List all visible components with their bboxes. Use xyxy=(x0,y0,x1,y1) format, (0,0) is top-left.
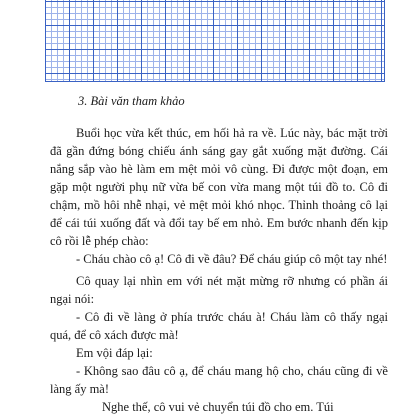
essay-text xyxy=(50,124,388,416)
paragraph-continuation: Nghe thế, cô vui vẻ chuyển túi đồ cho em. Túi xyxy=(102,400,334,414)
paragraph-reply-intro: Cô quay lại nhìn em với nét mặt mừng rỡ nhưng có phần ái ngại nói: xyxy=(50,274,388,306)
handwriting-grid xyxy=(45,0,385,82)
paragraph-reply: - Cô đi về làng ở phía trước cháu à! Cháu làm cô thấy ngại quá, để cô xách được mà! xyxy=(50,310,388,342)
paragraph-answer-intro: Em vội đáp lại: xyxy=(76,346,153,360)
paragraph-greeting: - Cháu chào cô ạ! Cô đi về đâu? Để cháu giúp cô một tay nhé! xyxy=(76,252,388,266)
section-title: 3. Bài văn tham khảo xyxy=(78,94,185,108)
paragraph-intro: Buổi học vừa kết thúc, em hối hả ra về. Lúc này, bác mặt trời đã gần đứng bóng chiếu ánh sáng gay gắt xuống mặt đường. Cái nắng sắp vào hè làm em mệt mỏi vô cùng. Đi được một đoạn, em gặp một người phụ nữ vừa bế con vừa mang một túi đồ to. Cô đi chậm, mồ hôi nhễ nhại, vẻ mệt mỏi khó nhọc. Thỉnh thoảng cô lại để cái túi xuống đất và đổi tay bế em nhỏ. Em bước nhanh đến kịp cô rồi lễ phép chào: xyxy=(50,126,388,248)
paragraph-answer: - Không sao đâu cô ạ, để cháu mang hộ cho, cháu cũng đi về làng ấy mà! xyxy=(50,364,388,396)
